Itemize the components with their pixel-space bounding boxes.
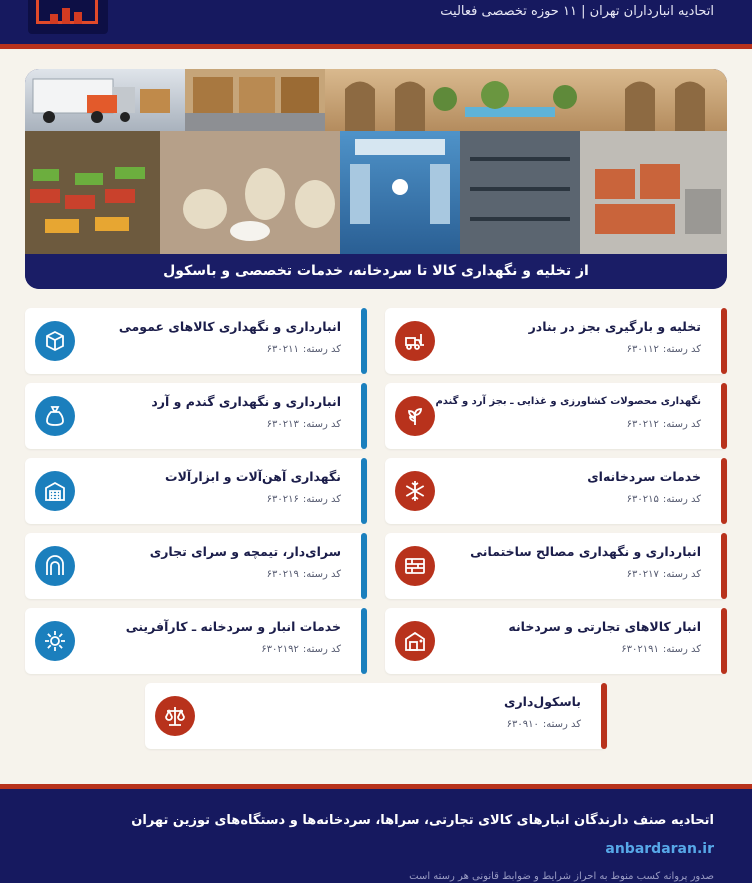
service-card-weighbridge[interactable] (145, 683, 607, 749)
cold-store-icon (395, 621, 435, 661)
bricks-icon (395, 546, 435, 586)
service-title: سرای‌دار، تیمچه و سرای تجاری (149, 544, 341, 559)
card-accent (361, 533, 367, 599)
service-card-wheat-flour[interactable] (25, 383, 367, 449)
service-title: انبار کالاهای تجارتی و سردخانه (508, 619, 701, 634)
website-link[interactable]: anbardaran.ir (605, 841, 714, 857)
header-title: اتحادیه انبارداران تهران | ۱۱ حوزه تخصصی فعالیت (440, 4, 714, 19)
service-card-agricultural[interactable] (385, 383, 727, 449)
service-title: باسکول‌داری (504, 694, 581, 709)
card-accent (721, 383, 727, 449)
service-card-unloading[interactable] (385, 308, 727, 374)
service-code: کد رسته:۶۳۰۲۱۹۲ (261, 644, 341, 655)
service-code: کد رسته:۶۳۰۲۱۹ (266, 569, 341, 580)
box-icon (35, 321, 75, 361)
card-accent (721, 458, 727, 524)
footer-note: صدور پروانه کسب منوط به احراز شرایط و ضوابط قانونی هر رسته است (409, 871, 714, 882)
service-code: کد رسته:۶۳۰۲۱۵ (626, 494, 701, 505)
sack-icon (35, 396, 75, 436)
service-code: کد رسته:۶۳۰۹۱۰ (506, 719, 581, 730)
top-header (0, 0, 752, 49)
service-code: کد رسته:۶۳۰۲۱۷ (626, 569, 701, 580)
service-card-general-goods[interactable] (25, 308, 367, 374)
service-card-commercial-cold[interactable] (385, 608, 727, 674)
card-accent (361, 383, 367, 449)
service-card-building-materials[interactable] (385, 533, 727, 599)
footer (0, 784, 752, 883)
service-code: کد رسته:۶۳۰۲۱۶ (266, 494, 341, 505)
service-title: تخلیه و بارگیری بجز در بنادر (528, 319, 701, 334)
service-code: کد رسته:۶۳۰۱۱۲ (626, 344, 701, 355)
service-title: خدمات انبار و سردخانه ـ کارآفرینی (125, 619, 341, 634)
snowflake-icon (395, 471, 435, 511)
service-card-iron-tools[interactable] (25, 458, 367, 524)
service-card-cold-storage[interactable] (385, 458, 727, 524)
service-title: انبارداری و نگهداری گندم و آرد (151, 394, 341, 409)
union-logo (28, 0, 108, 34)
card-accent (601, 683, 607, 749)
warehouse-collage-image (25, 69, 727, 254)
hero-banner (25, 69, 727, 289)
service-card-entrepreneurship[interactable] (25, 608, 367, 674)
footer-title: اتحادیه صنف دارندگان انبارهای کالای تجارتی، سراها، سردخانه‌ها و دستگاه‌های توزین تهران (131, 813, 714, 828)
service-title: نگهداری محصولات کشاورزی و غذایی ـ بجز آرد و گندم (435, 396, 701, 407)
service-code: کد رسته:۶۳۰۲۱۱ (266, 344, 341, 355)
forklift-icon (395, 321, 435, 361)
service-title: خدمات سردخانه‌ای (587, 469, 701, 484)
service-title: انبارداری و نگهداری مصالح ساختمانی (470, 544, 701, 559)
card-accent (361, 458, 367, 524)
card-accent (361, 608, 367, 674)
service-title: انبارداری و نگهداری کالاهای عمومی (118, 319, 341, 334)
scale-icon (155, 696, 195, 736)
card-accent (361, 308, 367, 374)
service-title: نگهداری آهن‌آلات و ابزارآلات (165, 469, 341, 484)
service-code: کد رسته:۶۳۰۲۱۹۱ (621, 644, 701, 655)
card-accent (721, 308, 727, 374)
plant-icon (395, 396, 435, 436)
service-code: کد رسته:۶۳۰۲۱۳ (266, 419, 341, 430)
service-code: کد رسته:۶۳۰۲۱۲ (626, 419, 701, 430)
warehouse-icon (35, 471, 75, 511)
service-card-caravanserai[interactable] (25, 533, 367, 599)
sun-gear-icon (35, 621, 75, 661)
card-accent (721, 608, 727, 674)
hero-caption: از تخلیه و نگهداری کالا تا سردخانه، خدمات تخصصی و باسکول (25, 254, 727, 289)
card-accent (721, 533, 727, 599)
arch-icon (35, 546, 75, 586)
